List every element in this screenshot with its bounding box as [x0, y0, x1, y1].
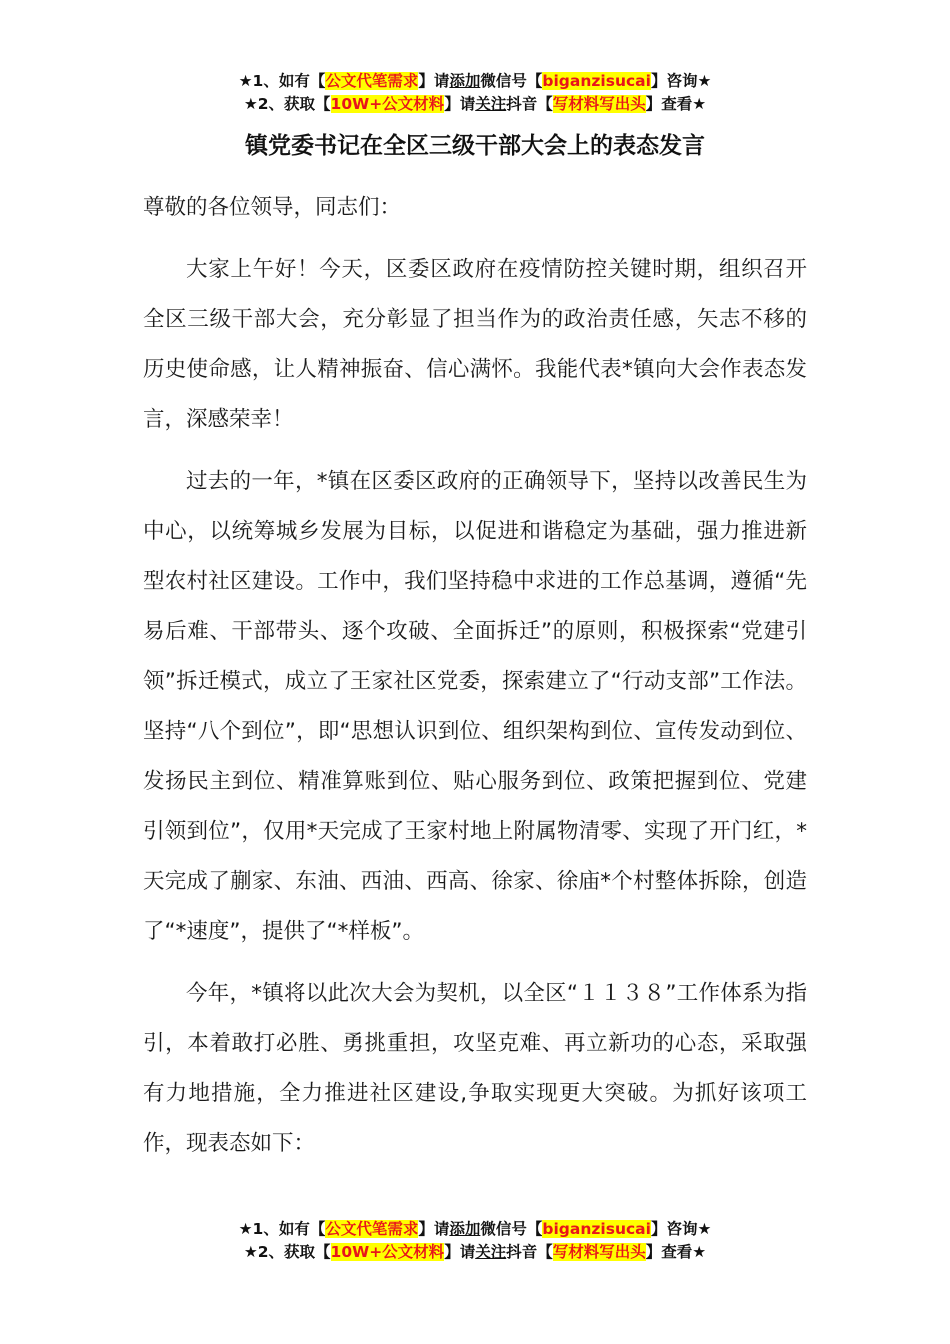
banner-highlight: 10W+公文材料	[330, 95, 445, 113]
banner-line-2	[0, 1241, 950, 1264]
banner-highlight: biganzisucai	[542, 1220, 651, 1238]
banner-text: 微信号【	[480, 1220, 543, 1238]
banner-text: 微信号【	[480, 72, 543, 90]
paragraph: 大家上午好！今天，区委区政府在疫情防控关键时期，组织召开全区三级干部大会，充分彰显了担当作为的政治责任感，矢志不移的历史使命感，让人精神振奋、信心满怀。我能代表*镇向大会作表态发言，深感荣幸！	[143, 257, 807, 432]
banner-text: 】请	[418, 72, 450, 90]
banner-highlight: 公文代笔需求	[325, 72, 419, 90]
banner-text: ★1、如有【	[238, 1220, 326, 1238]
banner-underline: 添加	[449, 72, 481, 90]
banner-highlight: biganzisucai	[542, 72, 651, 90]
document-body	[143, 183, 807, 1181]
banner-underline: 关注	[475, 95, 507, 113]
banner-text: ★2、获取【	[243, 1243, 331, 1261]
banner-line-1	[0, 1218, 950, 1241]
banner-highlight: 写材料写出头	[552, 1243, 646, 1261]
banner-text: 】请	[444, 95, 476, 113]
banner-underline: 添加	[449, 1220, 481, 1238]
banner-text: 】查看★	[645, 1243, 707, 1261]
footer-banner	[0, 1218, 950, 1264]
banner-text: 抖音【	[506, 1243, 553, 1261]
banner-line-2	[0, 93, 950, 116]
banner-highlight: 10W+公文材料	[330, 1243, 445, 1261]
banner-highlight: 写材料写出头	[552, 95, 646, 113]
banner-text: 】查看★	[645, 95, 707, 113]
paragraph: 今年，*镇将以此次大会为契机，以全区“１１３８”工作体系为指引，本着敢打必胜、勇挑重担，攻坚克难、再立新功的心态，采取强有力地措施，全力推进社区建设,争取实现更大突破。为抓好该项工作，现表态如下：	[143, 981, 807, 1156]
banner-text: 】咨询★	[650, 1220, 712, 1238]
salutation: 尊敬的各位领导，同志们：	[143, 195, 402, 220]
paragraph: 过去的一年，*镇在区委区政府的正确领导下，坚持以改善民生为中心，以统筹城乡发展为目标，以促进和谐稳定为基础，强力推进新型农村社区建设。工作中，我们坚持稳中求进的工作总基调，遵循“先易后难、干部带头、逐个攻破、全面拆迁”的原则，积极探索“党建引领”拆迁模式，成立了王家社区党委，探索建立了“行动支部”工作法。坚持“八个到位”，即“思想认识到位、组织架构到位、宣传发动到位、发扬民主到位、精准算账到位、贴心服务到位、政策把握到位、党建引领到位”，仅用*天完成了王家村地上附属物清零、实现了开门红，*天完成了蒯家、东油、西油、西高、徐家、徐庙*个村整体拆除，创造了“*速度”，提供了“*样板”。	[143, 469, 807, 944]
header-banner	[0, 70, 950, 116]
banner-highlight: 公文代笔需求	[325, 1220, 419, 1238]
banner-underline: 关注	[475, 1243, 507, 1261]
banner-text: 抖音【	[506, 95, 553, 113]
document-title: 镇党委书记在全区三级干部大会上的表态发言	[245, 133, 705, 159]
banner-line-1	[0, 70, 950, 93]
banner-text: 】请	[444, 1243, 476, 1261]
banner-text: ★1、如有【	[238, 72, 326, 90]
banner-text: 】咨询★	[650, 72, 712, 90]
banner-text: 】请	[418, 1220, 450, 1238]
banner-text: ★2、获取【	[243, 95, 331, 113]
